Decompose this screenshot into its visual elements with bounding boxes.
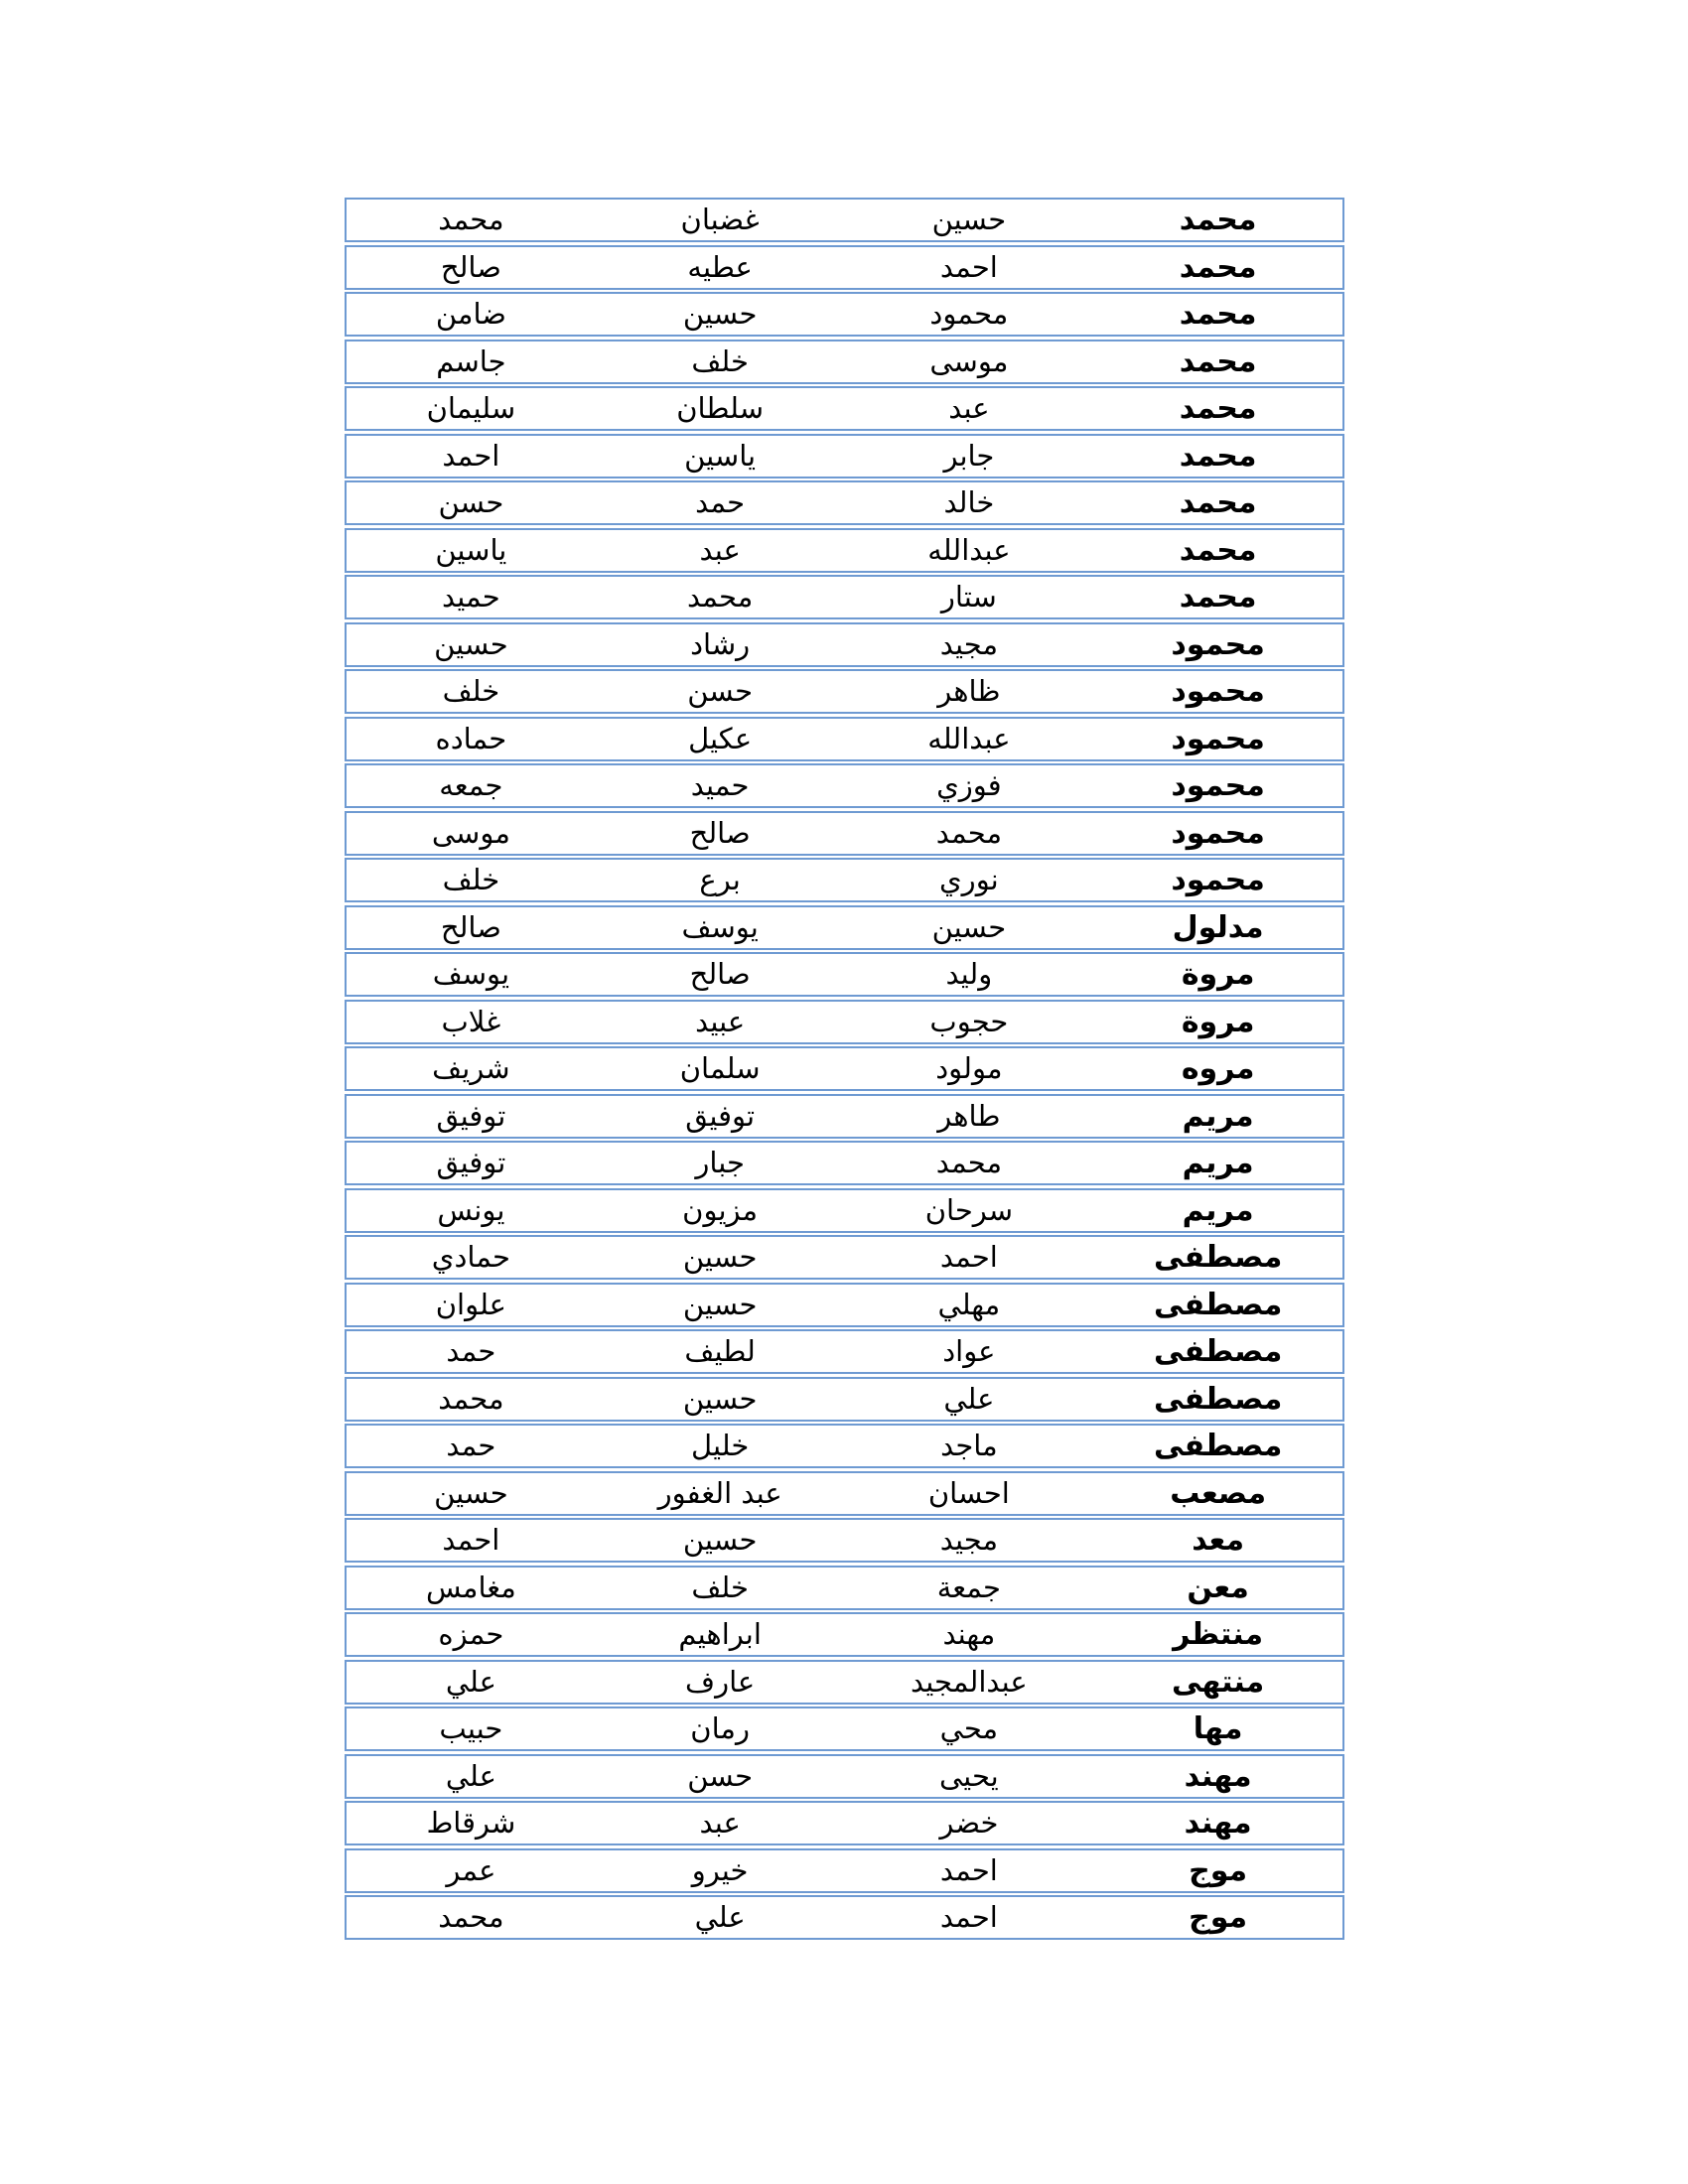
name-cell: مريم [1182, 1146, 1254, 1180]
name-cell: محمود [1171, 721, 1265, 756]
name-cell: عكيل [688, 721, 753, 755]
table-row [345, 1612, 1344, 1657]
table-row [345, 386, 1344, 431]
name-cell: محمود [1171, 768, 1265, 803]
name-cell: منتظر [1173, 1617, 1264, 1652]
name-cell: حسن [687, 1758, 754, 1793]
name-cell: حسين [931, 203, 1007, 236]
table-row [345, 1471, 1344, 1516]
name-cell: توفيق [685, 1098, 756, 1133]
name-cell: خالد [943, 485, 995, 519]
name-cell: احمد [939, 1900, 998, 1934]
table-row [345, 1424, 1344, 1468]
name-cell: محمد [438, 1381, 504, 1416]
name-cell: خلف [442, 863, 500, 896]
name-cell: مروه [1181, 1051, 1255, 1086]
name-cell: علي [445, 1664, 496, 1699]
name-cell: محمد [935, 1146, 1002, 1179]
name-cell: خضر [939, 1806, 999, 1840]
name-cell: محمود [929, 297, 1009, 331]
name-cell: منتهى [1172, 1664, 1265, 1700]
name-cell: جبار [695, 1146, 745, 1179]
name-cell: ظاهر [937, 674, 1001, 708]
table-row [345, 1141, 1344, 1185]
name-cell: مريم [1182, 1192, 1254, 1228]
names-table [345, 198, 1344, 1940]
name-cell: حجوب [929, 1004, 1009, 1038]
table-row [345, 292, 1344, 337]
name-cell: احسان [927, 1475, 1010, 1510]
name-cell: مزيون [682, 1192, 759, 1227]
name-cell: سليمان [426, 391, 516, 425]
table-row [345, 1566, 1344, 1610]
name-cell: ماجد [940, 1429, 998, 1462]
name-cell: مولود [935, 1051, 1003, 1085]
table-row [345, 1754, 1344, 1799]
name-cell: يوسف [681, 909, 759, 944]
table-row [345, 622, 1344, 667]
name-cell: مروة [1181, 957, 1255, 992]
name-cell: محمود [1171, 674, 1265, 709]
name-cell: وليد [945, 957, 993, 991]
name-cell: خيرو [691, 1852, 749, 1887]
name-cell: علوان [435, 1287, 506, 1321]
table-row [345, 1518, 1344, 1563]
name-cell: محمد [1179, 343, 1257, 379]
name-cell: محمد [1179, 438, 1257, 474]
table-row [345, 480, 1344, 525]
table-row [345, 1094, 1344, 1139]
table-row [345, 245, 1344, 290]
name-cell: علي [943, 1381, 995, 1416]
table-row [345, 528, 1344, 573]
table-row [345, 1283, 1344, 1327]
table-row [345, 669, 1344, 714]
name-cell: مغامس [425, 1570, 516, 1604]
table-row [345, 1895, 1344, 1940]
table-row [345, 811, 1344, 856]
name-cell: مها [1193, 1711, 1243, 1746]
name-cell: عبدالمجيد [911, 1664, 1028, 1699]
table-row [345, 905, 1344, 950]
name-cell: محمد [935, 815, 1002, 850]
name-cell: حمد [446, 1334, 496, 1368]
name-cell: خلف [442, 674, 500, 708]
name-cell: برع [699, 863, 741, 896]
name-cell: جابر [943, 438, 995, 473]
name-cell: عبدالله [927, 721, 1011, 755]
name-cell: توفيق [436, 1146, 506, 1179]
table-row [345, 1046, 1344, 1091]
name-cell: صالح [440, 909, 501, 944]
name-cell: احمد [442, 1523, 500, 1557]
name-cell: محمود [1171, 626, 1265, 662]
table-row [345, 717, 1344, 761]
name-cell: عارف [685, 1664, 756, 1699]
name-cell: صالح [689, 957, 751, 991]
table-row [345, 575, 1344, 619]
name-cell: حماده [435, 721, 507, 755]
name-cell: مجيد [939, 1523, 998, 1557]
table-row [345, 763, 1344, 808]
name-cell: طاهر [937, 1098, 1001, 1133]
name-cell: عبد الغفور [657, 1475, 782, 1510]
name-cell: غلاب [441, 1004, 501, 1038]
table-row [345, 952, 1344, 997]
name-cell: مصطفى [1153, 1334, 1283, 1369]
table-row [345, 1377, 1344, 1422]
name-cell: رمان [690, 1711, 750, 1745]
table-row [345, 1329, 1344, 1374]
name-cell: حسين [682, 1240, 758, 1274]
name-cell: حسين [434, 626, 508, 661]
name-cell: حسين [682, 1287, 758, 1321]
name-cell: حسين [434, 1475, 508, 1510]
name-cell: مدلول [1172, 909, 1264, 945]
name-cell: علي [694, 1900, 746, 1934]
name-cell: مصعب [1170, 1475, 1267, 1511]
name-cell: حمد [695, 485, 746, 519]
name-cell: محمد [1179, 532, 1257, 568]
name-cell: محمد [1179, 485, 1257, 520]
name-cell: محمد [438, 203, 504, 236]
name-cell: حبيب [439, 1711, 503, 1745]
name-cell: ابراهيم [678, 1617, 762, 1651]
name-cell: محمد [1179, 391, 1257, 426]
name-cell: صالح [689, 815, 751, 850]
name-cell: مصطفى [1153, 1287, 1283, 1322]
name-cell: محمد [687, 580, 754, 614]
table-row [345, 1848, 1344, 1893]
name-cell: محمود [1171, 863, 1265, 897]
name-cell: يوسف [432, 957, 510, 991]
name-cell: توفيق [436, 1098, 506, 1133]
name-cell: حميد [442, 580, 500, 614]
name-cell: حمد [446, 1429, 496, 1462]
name-cell: صالح [440, 249, 501, 284]
name-cell: احمد [442, 438, 500, 473]
name-cell: سلطان [676, 391, 765, 425]
name-cell: سلمان [679, 1051, 761, 1085]
name-cell: رشاد [690, 626, 751, 661]
name-cell: حسين [682, 1381, 758, 1416]
name-cell: مصطفى [1153, 1429, 1283, 1463]
name-cell: عبد [699, 532, 741, 567]
table-row [345, 198, 1344, 242]
table-row [345, 434, 1344, 478]
name-cell: حسين [682, 297, 758, 331]
name-cell: محمود [1171, 815, 1265, 851]
name-cell: مريم [1182, 1098, 1254, 1134]
name-cell: احمد [939, 1240, 998, 1274]
name-cell: محمد [1179, 203, 1257, 237]
name-cell: خلف [691, 1570, 749, 1604]
name-cell: جمعة [936, 1570, 1001, 1604]
name-cell: موسى [431, 815, 510, 850]
name-cell: حميد [690, 768, 750, 802]
name-cell: ياسين [684, 438, 757, 473]
name-cell: مهند [942, 1617, 996, 1651]
name-cell: ضامن [435, 297, 506, 331]
name-cell: مروة [1181, 1004, 1255, 1039]
name-cell: حسين [931, 909, 1007, 944]
name-cell: موسى [929, 343, 1009, 378]
name-cell: عطيه [687, 249, 753, 284]
name-cell: محمد [1179, 249, 1257, 285]
table-row [345, 858, 1344, 902]
name-cell: موج [1189, 1900, 1248, 1935]
name-cell: معن [1187, 1570, 1249, 1605]
name-cell: محمد [438, 1900, 504, 1934]
name-cell: مجيد [939, 626, 998, 661]
name-cell: مصطفى [1153, 1381, 1283, 1417]
table-row [345, 1188, 1344, 1233]
table-row [345, 1660, 1344, 1705]
name-cell: فوزي [936, 768, 1002, 802]
name-cell: مهند [1184, 1806, 1252, 1841]
name-cell: عواد [942, 1334, 996, 1368]
name-cell: حمادي [431, 1240, 510, 1274]
name-cell: محي [939, 1711, 999, 1745]
name-cell: موج [1189, 1852, 1248, 1888]
name-cell: خلف [691, 343, 749, 378]
name-cell: احمد [939, 1852, 998, 1887]
name-cell: شريف [432, 1051, 510, 1085]
name-cell: مهلي [937, 1287, 1001, 1321]
name-cell: حمزه [438, 1617, 504, 1651]
name-cell: غضبان [680, 203, 760, 236]
name-cell: عبد [699, 1806, 741, 1840]
table-row [345, 1000, 1344, 1044]
name-cell: جمعه [439, 768, 503, 802]
name-cell: معد [1192, 1523, 1245, 1558]
name-cell: حسين [682, 1523, 758, 1557]
table-row [345, 1801, 1344, 1845]
name-cell: ياسين [435, 532, 507, 567]
name-cell: مصطفى [1153, 1240, 1283, 1275]
name-cell: سرحان [924, 1192, 1014, 1227]
table-row [345, 340, 1344, 384]
name-cell: نوري [938, 863, 999, 896]
name-cell: شرقاط [426, 1806, 516, 1840]
name-cell: حسن [687, 674, 754, 708]
name-cell: جاسم [436, 343, 506, 378]
name-cell: عبدالله [927, 532, 1011, 567]
name-cell: يحيى [939, 1758, 999, 1793]
name-cell: ستار [940, 580, 997, 614]
name-cell: محمد [1179, 297, 1257, 332]
name-cell: عبد [948, 391, 990, 425]
name-cell: خليل [691, 1429, 750, 1462]
name-cell: مهند [1184, 1758, 1252, 1794]
name-cell: عمر [446, 1852, 496, 1887]
name-cell: احمد [939, 249, 998, 284]
name-cell: يونس [437, 1192, 505, 1227]
name-cell: عبيد [695, 1004, 746, 1038]
name-cell: محمد [1179, 580, 1257, 614]
name-cell: حسن [438, 485, 504, 519]
name-cell: لطيف [684, 1334, 756, 1368]
table-row [345, 1706, 1344, 1751]
name-cell: علي [445, 1758, 496, 1793]
table-row [345, 1235, 1344, 1280]
